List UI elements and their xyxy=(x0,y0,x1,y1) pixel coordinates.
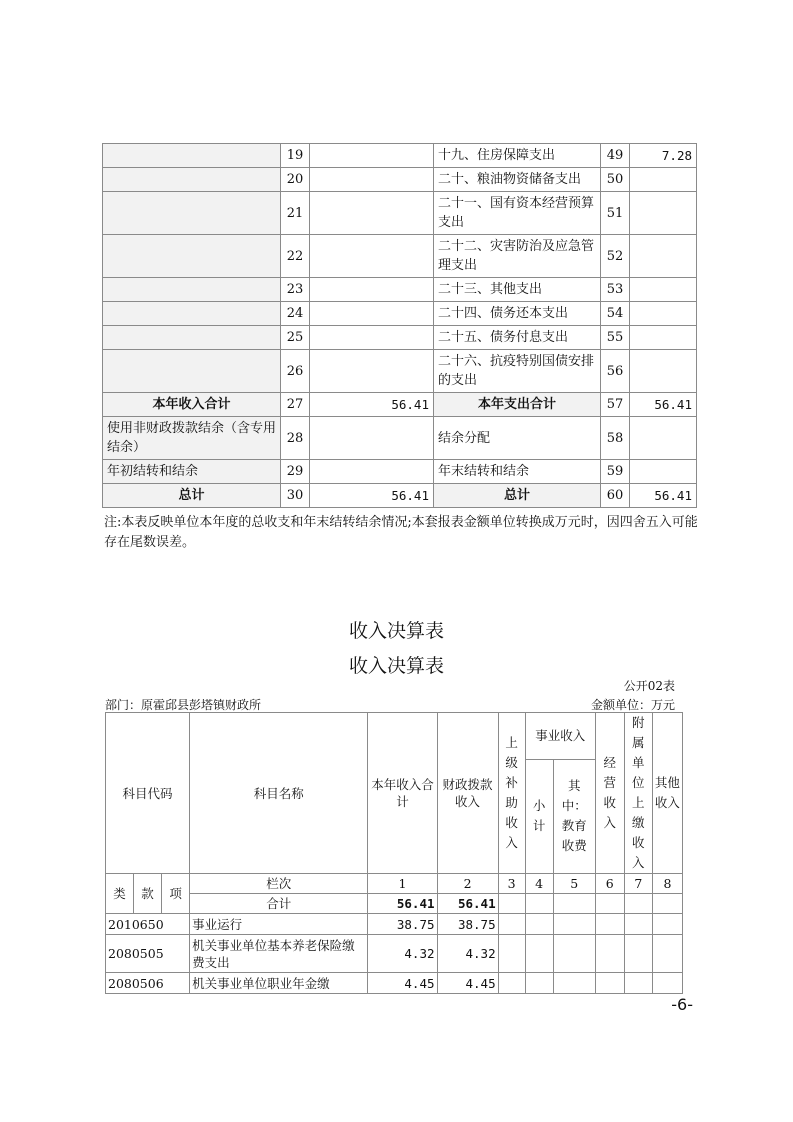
table-footnote: 注:本表反映单位本年度的总收支和年末结转结余情况;本套报表金额单位转换成万元时，因四舍五入可能存在尾数误差。 xyxy=(104,515,698,550)
header-subtotal: 小计 xyxy=(525,759,553,873)
right-label: 二十三、其他支出 xyxy=(434,278,601,302)
column-number: 1 xyxy=(368,874,437,894)
fiscal-income-value: 56.41 xyxy=(437,894,498,914)
left-amount xyxy=(310,192,434,235)
table-row xyxy=(106,935,683,973)
right-amount: 7.28 xyxy=(630,144,697,168)
left-row-no: 20 xyxy=(281,168,310,192)
left-label xyxy=(103,192,281,235)
header-business-income: 事业收入 xyxy=(525,713,595,760)
header-subject-code: 科目代码 xyxy=(106,713,190,874)
left-row-no: 26 xyxy=(281,350,310,393)
page-number: -6- xyxy=(671,995,693,1014)
right-row-no: 52 xyxy=(601,235,630,278)
right-amount: 56.41 xyxy=(630,393,697,417)
left-row-no: 30 xyxy=(281,484,310,508)
right-label: 十九、住房保障支出 xyxy=(434,144,601,168)
left-row-no: 21 xyxy=(281,192,310,235)
total-income-value: 4.32 xyxy=(368,935,437,973)
header-subject-name: 科目名称 xyxy=(190,713,368,874)
income-statement-table xyxy=(105,712,683,994)
subject-code: 2080506 xyxy=(106,973,190,994)
column-number: 3 xyxy=(498,874,525,894)
left-row-no: 23 xyxy=(281,278,310,302)
header-affiliated-income: 附属单位上缴收入 xyxy=(624,713,652,874)
table-row xyxy=(103,326,697,350)
left-row-no: 28 xyxy=(281,417,310,460)
header-column-no: 栏次 xyxy=(190,874,368,894)
table-row xyxy=(103,393,697,417)
left-label: 本年收入合计 xyxy=(103,393,281,417)
right-amount xyxy=(630,278,697,302)
left-amount xyxy=(310,302,434,326)
fiscal-income-value: 38.75 xyxy=(437,914,498,935)
right-amount xyxy=(630,460,697,484)
right-label: 二十、粮油物资储备支出 xyxy=(434,168,601,192)
total-income-value: 4.45 xyxy=(368,973,437,994)
section-title: 收入决算表 xyxy=(348,620,444,642)
table-row xyxy=(103,144,697,168)
left-label xyxy=(103,326,281,350)
right-amount xyxy=(630,168,697,192)
left-amount xyxy=(310,326,434,350)
left-amount xyxy=(310,460,434,484)
table-row xyxy=(103,350,697,393)
column-number: 6 xyxy=(595,874,624,894)
column-number: 4 xyxy=(525,874,553,894)
right-row-no: 53 xyxy=(601,278,630,302)
column-number: 2 xyxy=(437,874,498,894)
right-row-no: 54 xyxy=(601,302,630,326)
amount-unit-label: 金额单位：万元 xyxy=(590,698,675,712)
left-label: 使用非财政拨款结余（含专用结余） xyxy=(103,417,281,460)
column-number: 5 xyxy=(553,874,595,894)
left-amount: 56.41 xyxy=(310,484,434,508)
right-label: 二十一、国有资本经营预算支出 xyxy=(434,192,601,235)
table-row xyxy=(103,278,697,302)
right-label: 二十四、债务还本支出 xyxy=(434,302,601,326)
table-row xyxy=(103,192,697,235)
left-row-no: 25 xyxy=(281,326,310,350)
total-income-value: 56.41 xyxy=(368,894,437,914)
right-label: 二十六、抗疫特别国债安排的支出 xyxy=(434,350,601,393)
left-row-no: 24 xyxy=(281,302,310,326)
left-amount xyxy=(310,235,434,278)
left-amount xyxy=(310,144,434,168)
department-label: 部门：原霍邱县彭塔镇财政所 xyxy=(105,698,262,712)
right-amount xyxy=(630,235,697,278)
right-row-no: 58 xyxy=(601,417,630,460)
header-class: 类 xyxy=(106,874,134,914)
left-row-no: 27 xyxy=(281,393,310,417)
left-amount xyxy=(310,417,434,460)
right-row-no: 50 xyxy=(601,168,630,192)
total-income-value: 38.75 xyxy=(368,914,437,935)
right-row-no: 56 xyxy=(601,350,630,393)
table-title: 收入决算表 xyxy=(348,655,444,677)
header-superior-subsidy: 上级补助收入 xyxy=(498,713,525,874)
header-item: 项 xyxy=(162,874,190,914)
total-row-label: 合计 xyxy=(190,894,368,914)
fiscal-income-value: 4.32 xyxy=(437,935,498,973)
form-number: 公开02表 xyxy=(623,679,675,693)
subject-name: 事业运行 xyxy=(190,914,368,935)
column-number-row xyxy=(106,874,683,894)
left-amount xyxy=(310,350,434,393)
left-label xyxy=(103,144,281,168)
right-label: 二十二、灾害防治及应急管理支出 xyxy=(434,235,601,278)
right-row-no: 59 xyxy=(601,460,630,484)
table-row xyxy=(103,417,697,460)
right-amount xyxy=(630,302,697,326)
subject-code: 2010650 xyxy=(106,914,190,935)
header-education-fee: 其中：教育收费 xyxy=(553,759,595,873)
left-label xyxy=(103,350,281,393)
left-row-no: 19 xyxy=(281,144,310,168)
column-number: 7 xyxy=(624,874,652,894)
table-row xyxy=(103,168,697,192)
table-row xyxy=(103,302,697,326)
right-label: 结余分配 xyxy=(434,417,601,460)
header-total-income: 本年收入合计 xyxy=(368,713,437,874)
right-label: 二十五、债务付息支出 xyxy=(434,326,601,350)
left-label xyxy=(103,302,281,326)
column-number: 8 xyxy=(652,874,682,894)
left-label: 年初结转和结余 xyxy=(103,460,281,484)
right-label: 年末结转和结余 xyxy=(434,460,601,484)
right-amount: 56.41 xyxy=(630,484,697,508)
header-section: 款 xyxy=(134,874,162,914)
right-amount xyxy=(630,192,697,235)
header-row xyxy=(106,713,683,760)
fiscal-income-value: 4.45 xyxy=(437,973,498,994)
left-row-no: 22 xyxy=(281,235,310,278)
left-label: 总计 xyxy=(103,484,281,508)
left-amount xyxy=(310,278,434,302)
right-row-no: 55 xyxy=(601,326,630,350)
right-row-no: 57 xyxy=(601,393,630,417)
right-amount xyxy=(630,350,697,393)
left-amount xyxy=(310,168,434,192)
balance-summary-table xyxy=(102,143,697,508)
subject-code: 2080505 xyxy=(106,935,190,973)
table-row xyxy=(106,914,683,935)
right-row-no: 49 xyxy=(601,144,630,168)
header-operating-income: 经营收入 xyxy=(595,713,624,874)
subject-name: 机关事业单位职业年金缴 xyxy=(190,973,368,994)
left-row-no: 29 xyxy=(281,460,310,484)
header-fiscal-income: 财政拨款收入 xyxy=(437,713,498,874)
right-label: 本年支出合计 xyxy=(434,393,601,417)
table-row xyxy=(103,460,697,484)
table-row xyxy=(106,973,683,994)
left-label xyxy=(103,168,281,192)
left-amount: 56.41 xyxy=(310,393,434,417)
table-row xyxy=(103,484,697,508)
subject-name: 机关事业单位基本养老保险缴费支出 xyxy=(190,935,368,973)
right-amount xyxy=(630,417,697,460)
right-row-no: 51 xyxy=(601,192,630,235)
total-row xyxy=(106,894,683,914)
right-amount xyxy=(630,326,697,350)
table-row xyxy=(103,235,697,278)
left-label xyxy=(103,235,281,278)
left-label xyxy=(103,278,281,302)
header-other-income: 其他收入 xyxy=(652,713,682,874)
right-row-no: 60 xyxy=(601,484,630,508)
right-label: 总计 xyxy=(434,484,601,508)
